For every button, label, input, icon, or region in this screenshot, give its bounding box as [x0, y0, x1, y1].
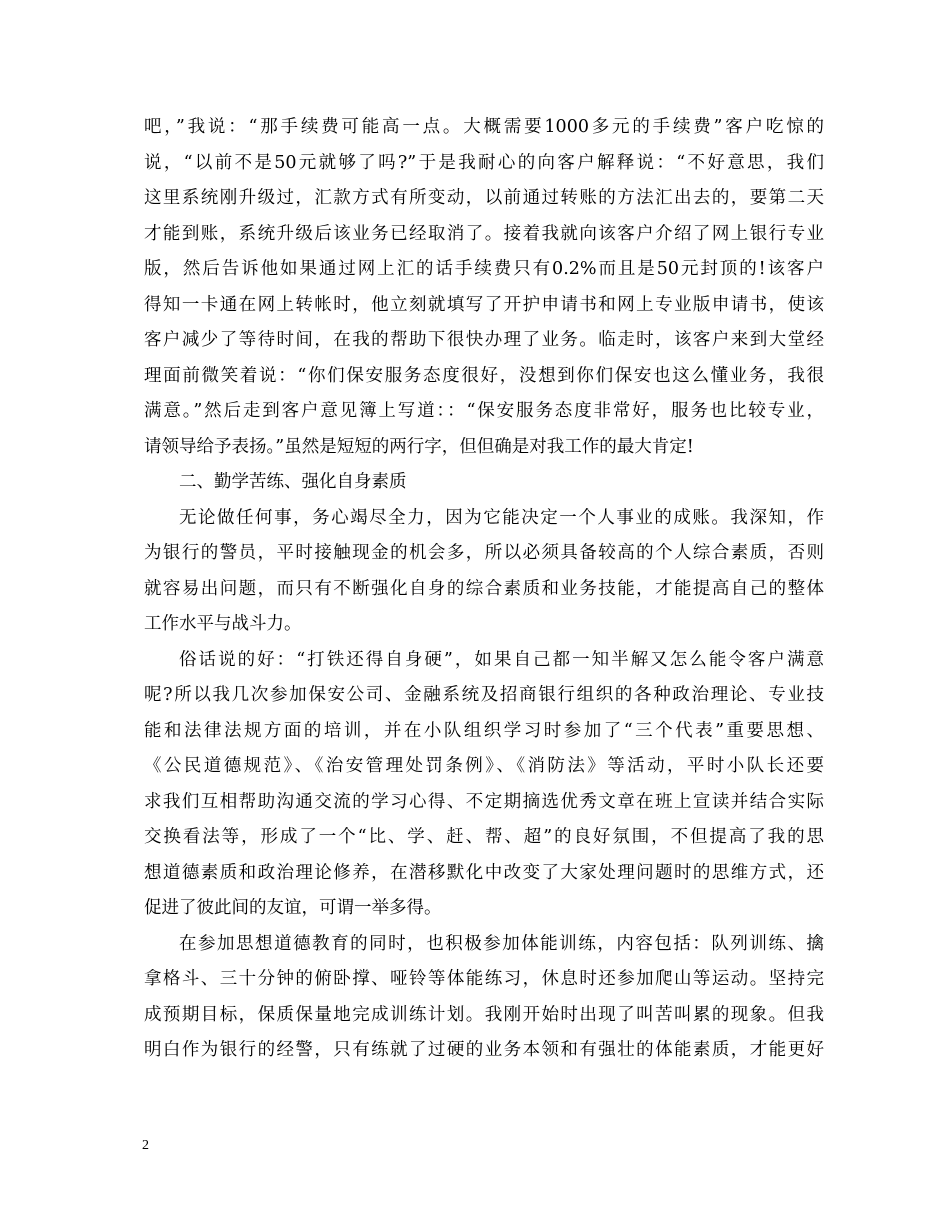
paragraph-end-line: 工作水平与战斗力。 [144, 614, 302, 634]
text-line: 客户减少了等待时间，在我的帮助下很快办理了业务。临走时，该客户来到大堂经 [144, 330, 824, 350]
text-line: 得知一卡通在网上转帐时，他立刻就填写了开护申请书和网上专业版申请书，使该 [144, 294, 824, 315]
text-line: 吧，”我说：“那手续费可能高一点。大概需要1000多元的手续费”客户吃惊的 [144, 117, 824, 137]
text-line: 满意。”然后走到客户意见簿上写道：：“保安服务态度非常好，服务也比较专业， [144, 401, 824, 421]
paragraph-first-line: 无论做任何事，务心竭尽全力，因为它能决定一个人事业的成账。我深知，作 [179, 507, 824, 528]
text-line: 拿格斗、三十分钟的俯卧撑、哑铃等体能练习，休息时还参加爬山等运动。坚持完 [144, 969, 824, 989]
text-line: 成预期目标，保质保量地完成训练计划。我刚开始时出现了叫苦叫累的现象。但我 [144, 1004, 824, 1025]
text-line: 这里系统刚升级过，汇款方式有所变动，以前通过转账的方法汇出去的，要第二天 [144, 188, 824, 208]
text-line: 能和法律法规方面的培训，并在小队组织学习时参加了“三个代表”重要思想、 [144, 720, 824, 741]
text-line: 明白作为银行的经警，只有练就了过硬的业务本领和有强壮的体能素质，才能更好 [144, 1040, 824, 1060]
paragraph-first-line: 俗话说的好：“打铁还得自身硬”，如果自己都一知半解又怎么能令客户满意 [179, 649, 824, 670]
text-line: 求我们互相帮助沟通交流的学习心得、不定期摘选优秀文章在班上宣读并结合实际 [144, 791, 824, 812]
paragraph-end-line: 请领导给予表扬。”虽然是短短的两行字，但但确是对我工作的最大肯定! [144, 436, 694, 457]
document-body [144, 110, 824, 1069]
text-line: 《公民道德规范》、《治安管理处罚条例》、《消防法》等活动，平时小队长还要 [144, 756, 824, 776]
text-line: 为银行的警员，平时接触现金的机会多，所以必须具备较高的个人综合素质，否则 [144, 543, 824, 563]
paragraph-first-line: 在参加思想道德教育的同时，也积极参加体能训练，内容包括：队列训练、擒 [179, 933, 824, 954]
text-line: 就容易出问题，而只有不断强化自身的综合素质和业务技能，才能提高自己的整体 [144, 578, 824, 599]
paragraph-end-line: 促进了彼此间的友谊，可谓一举多得。 [144, 898, 442, 918]
text-line: 想道德素质和政治理论修养，在潜移默化中改变了大家处理问题时的思维方式，还 [144, 862, 824, 883]
section-heading: 二、勤学苦练、强化自身素质 [179, 472, 407, 492]
text-line: 呢?所以我几次参加保安公司、金融系统及招商银行组织的各种政治理论、专业技 [144, 685, 824, 705]
page-number: 2 [142, 1138, 149, 1153]
text-line: 才能到账，系统升级后该业务已经取消了。接着我就向该客户介绍了网上银行专业 [144, 223, 824, 244]
text-line: 交换看法等，形成了一个“比、学、赶、帮、超”的良好氛围，不但提高了我的思 [144, 827, 824, 847]
text-line: 理面前微笑着说：“你们保安服务态度很好，没想到你们保安也这么懂业务，我很 [144, 365, 824, 386]
text-line: 版，然后告诉他如果通过网上汇的话手续费只有0.2%而且是50元封顶的!该客户 [144, 259, 824, 279]
text-line: 说，“以前不是50元就够了吗?”于是我耐心的向客户解释说：“不好意思，我们 [144, 152, 824, 173]
